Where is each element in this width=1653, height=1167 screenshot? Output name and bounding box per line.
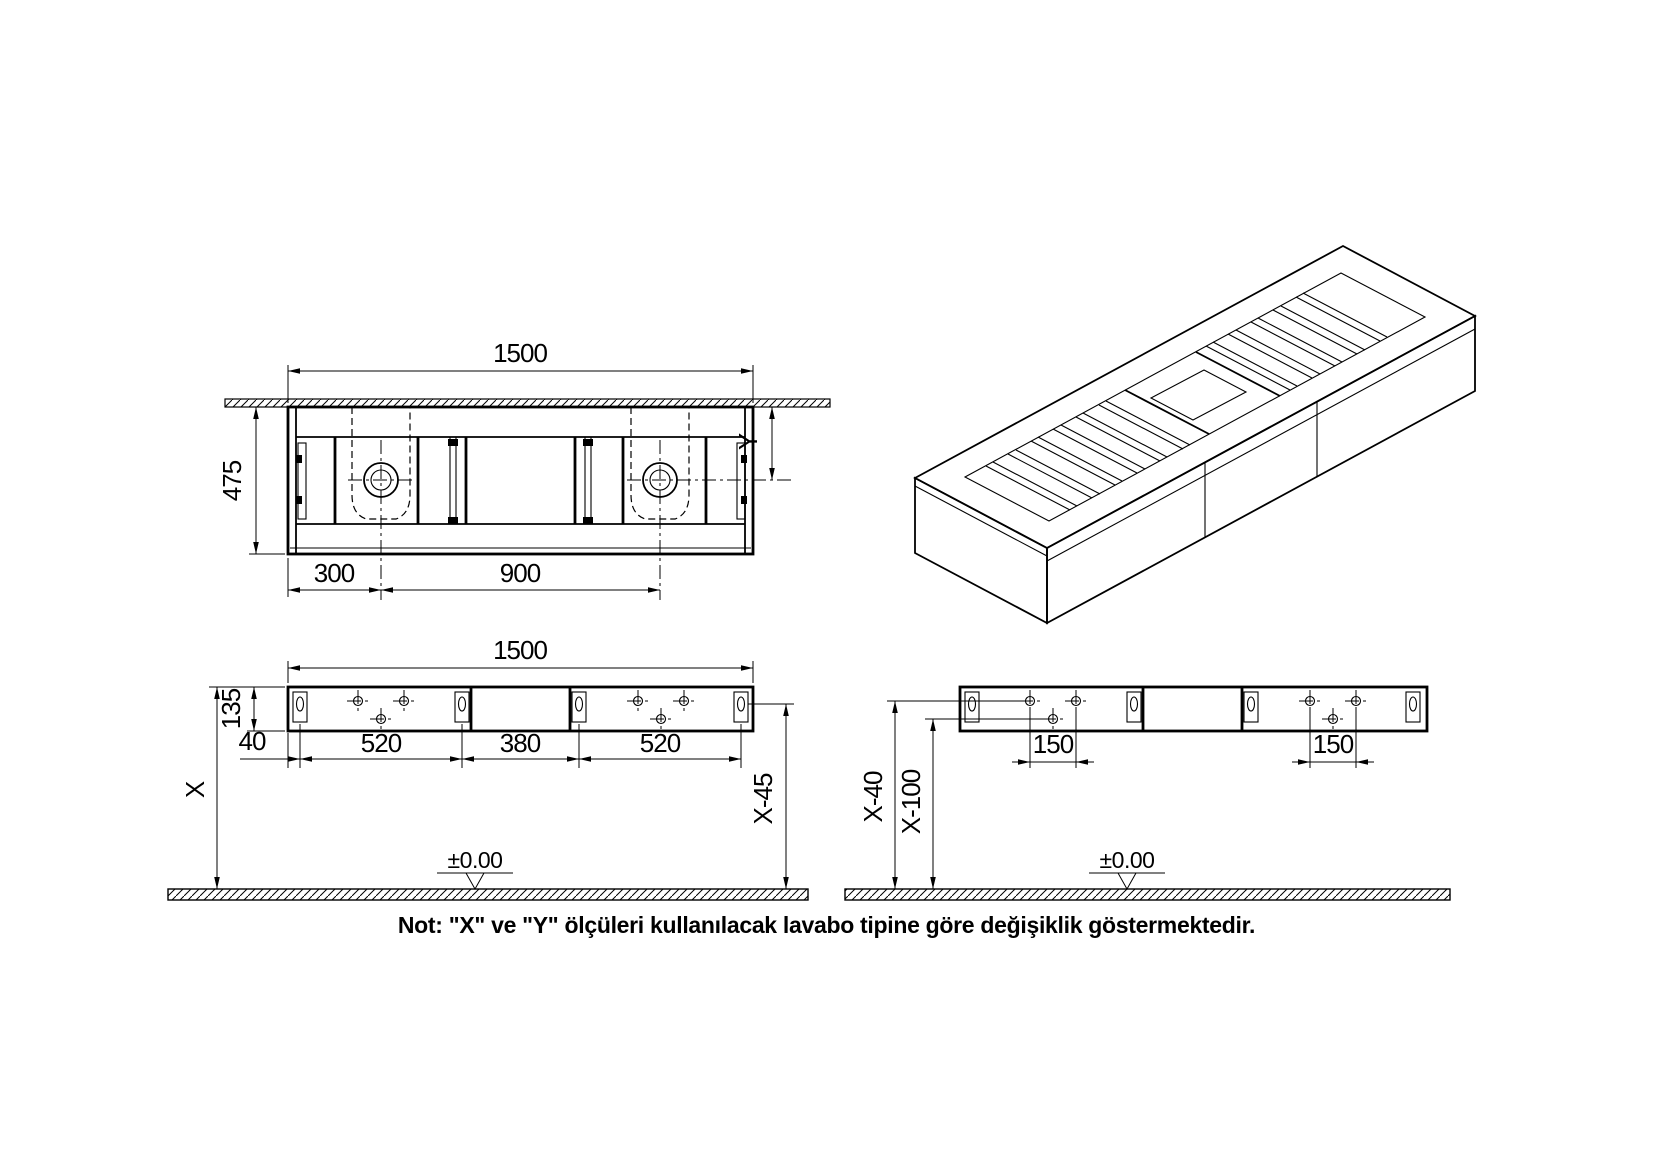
front-dim-width-label: 1500 <box>493 635 547 665</box>
front-dim-height <box>216 687 285 731</box>
isometric-view <box>915 246 1475 623</box>
front-dim-height-label: 135 <box>216 688 246 730</box>
side-datum-label: ±0.00 <box>1099 847 1155 873</box>
plan-dim-hole-spacing-label: 900 <box>499 558 541 588</box>
plan-dim-depth-label: 475 <box>217 460 247 502</box>
plan-drawer-slides <box>448 437 593 524</box>
side-dim-x100 <box>896 719 1053 889</box>
front-dim-x45 <box>748 704 794 889</box>
plan-dim-depth <box>217 407 285 554</box>
plan-dim-width-label: 1500 <box>493 338 547 368</box>
side-mounting-slots <box>965 692 1420 722</box>
side-dim-150-left-label: 150 <box>1032 729 1074 759</box>
side-datum <box>1089 847 1165 889</box>
side-dim-x40 <box>858 701 1030 889</box>
front-elevation-view <box>168 635 808 900</box>
plan-dim-y-label: Y <box>733 433 763 451</box>
front-dim-x-label: X <box>180 781 210 799</box>
front-mounting-slots <box>293 692 748 722</box>
plan-dim-width <box>288 338 753 403</box>
front-datum <box>437 847 513 889</box>
front-dim-slot-right-label: 520 <box>639 728 681 758</box>
front-dim-x45-label: X-45 <box>748 773 778 825</box>
side-dim-x100-label: X-100 <box>896 769 926 835</box>
side-dim-x40-label: X-40 <box>858 771 888 823</box>
front-datum-label: ±0.00 <box>447 847 503 873</box>
plan-dim-hole-offset-label: 300 <box>313 558 355 588</box>
iso-slats <box>986 293 1387 510</box>
drain-hole-left <box>348 440 414 600</box>
side-elevation-view <box>845 687 1450 900</box>
front-dim-edge-label: 40 <box>238 726 266 756</box>
plan-dim-holes <box>288 558 660 597</box>
front-dim-slot-mid-label: 380 <box>499 728 541 758</box>
drain-hole-right <box>627 440 793 600</box>
front-screw-holes <box>347 690 695 730</box>
front-dim-width <box>288 635 753 683</box>
floor-hatch-right <box>845 889 1450 900</box>
side-dim-150-right-label: 150 <box>1312 729 1354 759</box>
drawing-note: Not: "X" ve "Y" ölçüleri kullanılacak lavabo tipine göre değişiklik göstermektedir. <box>397 912 1256 938</box>
plan-view <box>217 338 830 600</box>
side-screw-holes <box>1019 690 1367 730</box>
front-dim-slot-left-label: 520 <box>360 728 402 758</box>
floor-hatch-left <box>168 889 808 900</box>
